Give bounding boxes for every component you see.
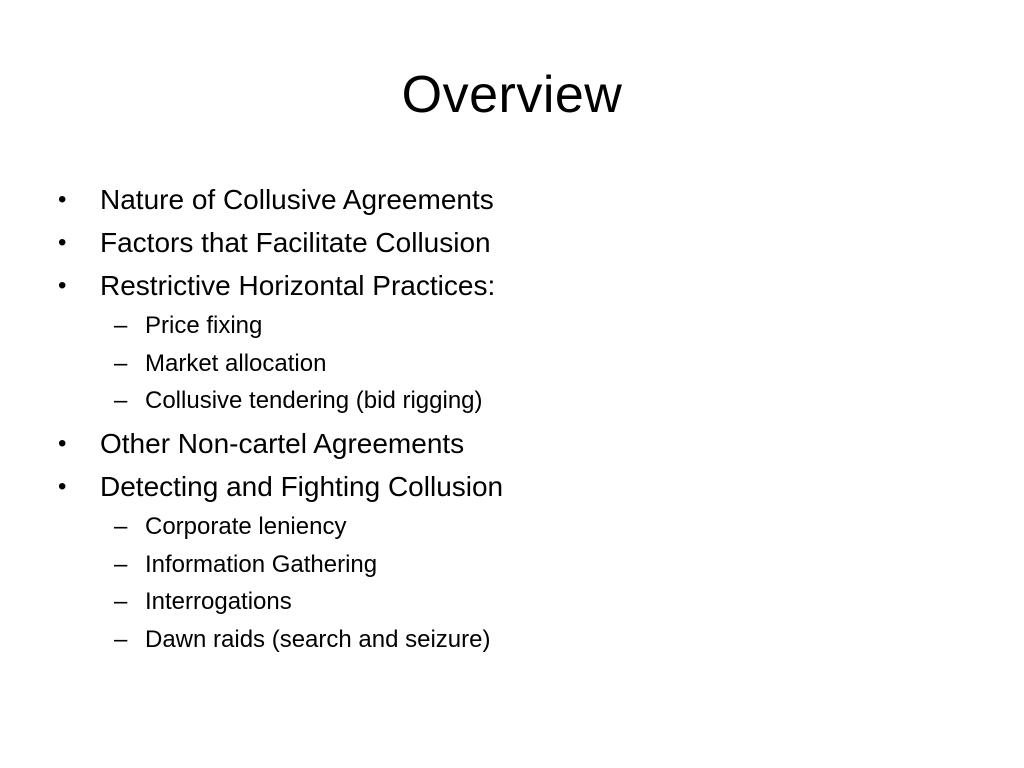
sub-bullet-text: Corporate leniency bbox=[145, 513, 347, 540]
bullet-marker: • bbox=[58, 430, 67, 457]
sub-bullet-text: Market allocation bbox=[145, 349, 327, 377]
sub-bullet-text: Dawn raids (search and seizure) bbox=[145, 625, 491, 653]
bullet-list bbox=[56, 178, 956, 658]
bullet-item bbox=[56, 422, 956, 465]
bullet-marker: • bbox=[58, 229, 67, 256]
bullet-marker: • bbox=[58, 473, 67, 500]
sub-bullet-text: Information Gathering bbox=[145, 550, 378, 578]
dash-marker: – bbox=[114, 387, 128, 414]
sub-bullet-item bbox=[56, 583, 956, 621]
dash-marker: – bbox=[114, 588, 128, 615]
sub-bullet-item bbox=[56, 345, 956, 383]
dash-marker: – bbox=[114, 513, 128, 540]
bullet-item bbox=[56, 465, 956, 508]
sub-bullet-text: Price fixing bbox=[145, 312, 263, 339]
bullet-item bbox=[56, 221, 956, 264]
bullet-marker: • bbox=[58, 186, 67, 213]
bullet-text: Detecting and Fighting Collusion bbox=[100, 471, 504, 502]
bullet-item bbox=[56, 178, 956, 221]
sub-bullet-item bbox=[56, 546, 956, 584]
dash-marker: – bbox=[114, 550, 128, 578]
sub-bullet-item bbox=[56, 307, 956, 345]
bullet-text: Other Non-cartel Agreements bbox=[100, 428, 465, 459]
bullet-marker: • bbox=[58, 272, 67, 299]
bullet-text: Restrictive Horizontal Practices: bbox=[100, 270, 496, 301]
dash-marker: – bbox=[114, 349, 128, 377]
sub-bullet-item bbox=[56, 508, 956, 546]
sub-bullet-text: Interrogations bbox=[145, 588, 292, 615]
bullet-text: Factors that Facilitate Collusion bbox=[100, 227, 491, 258]
dash-marker: – bbox=[114, 312, 128, 339]
sub-bullet-text: Collusive tendering (bid rigging) bbox=[145, 387, 483, 414]
dash-marker: – bbox=[114, 625, 128, 653]
sub-bullet-item bbox=[56, 382, 956, 422]
sub-bullet-item bbox=[56, 621, 956, 659]
slide-title: Overview bbox=[401, 66, 623, 124]
bullet-text: Nature of Collusive Agreements bbox=[100, 184, 494, 215]
bullet-item bbox=[56, 264, 956, 307]
